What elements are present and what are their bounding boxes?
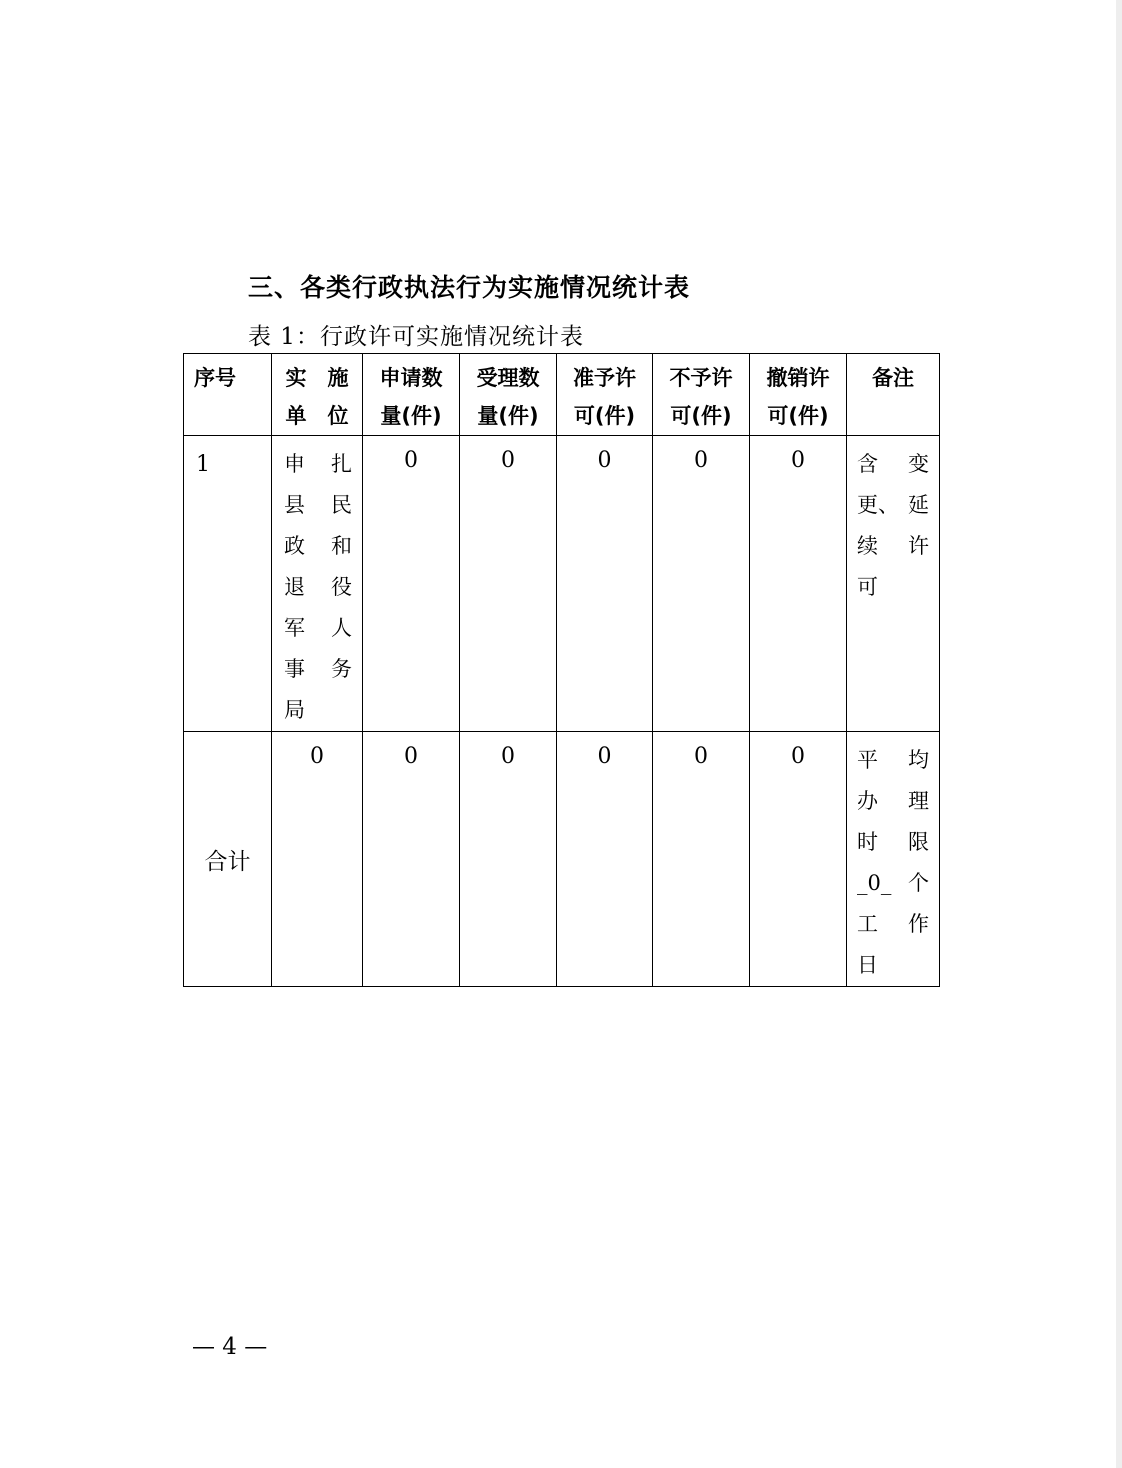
- cell-remark: 含 变 更、 延 续 许 可: [847, 436, 940, 732]
- header-cell-revoked: 撤销许 可(件): [750, 354, 847, 436]
- cell-denied: 0: [653, 436, 750, 732]
- header-cell-approved: 准予许 可(件): [557, 354, 653, 436]
- cell-total-applications: 0: [363, 732, 460, 987]
- cell-total-unit: 0: [272, 732, 363, 987]
- cell-total-label: 合计: [184, 732, 272, 987]
- cell-revoked: 0: [750, 436, 847, 732]
- table-row: [184, 436, 940, 732]
- header-cell-applications: 申请数 量(件): [363, 354, 460, 436]
- cell-accepted: 0: [460, 436, 557, 732]
- table-total-row: [184, 732, 940, 987]
- header-cell-denied: 不予许 可(件): [653, 354, 750, 436]
- header-cell-remark: 备注: [847, 354, 940, 436]
- cell-unit: 申 扎 县 民 政 和 退 役 军 人 事 务 局: [272, 436, 363, 732]
- cell-total-revoked: 0: [750, 732, 847, 987]
- page-edge-shadow: [1116, 0, 1122, 1468]
- cell-applications: 0: [363, 436, 460, 732]
- header-cell-seq: 序号: [184, 354, 272, 436]
- table-caption: 表 1：行政许可实施情况统计表: [248, 324, 584, 350]
- header-cell-unit: 实 施 单 位: [272, 354, 363, 436]
- admin-license-stats-table: [183, 353, 940, 987]
- cell-total-approved: 0: [557, 732, 653, 987]
- cell-seq: 1: [184, 436, 272, 732]
- cell-approved: 0: [557, 436, 653, 732]
- cell-total-remark: 平 均 办 理 时 限 _0_ 个 工 作 日: [847, 732, 940, 987]
- section-heading: 三、各类行政执法行为实施情况统计表: [248, 273, 691, 302]
- table-header-row: [184, 354, 940, 436]
- cell-total-accepted: 0: [460, 732, 557, 987]
- page-number: — 4 —: [192, 1334, 268, 1360]
- header-cell-accepted: 受理数 量(件): [460, 354, 557, 436]
- cell-total-denied: 0: [653, 732, 750, 987]
